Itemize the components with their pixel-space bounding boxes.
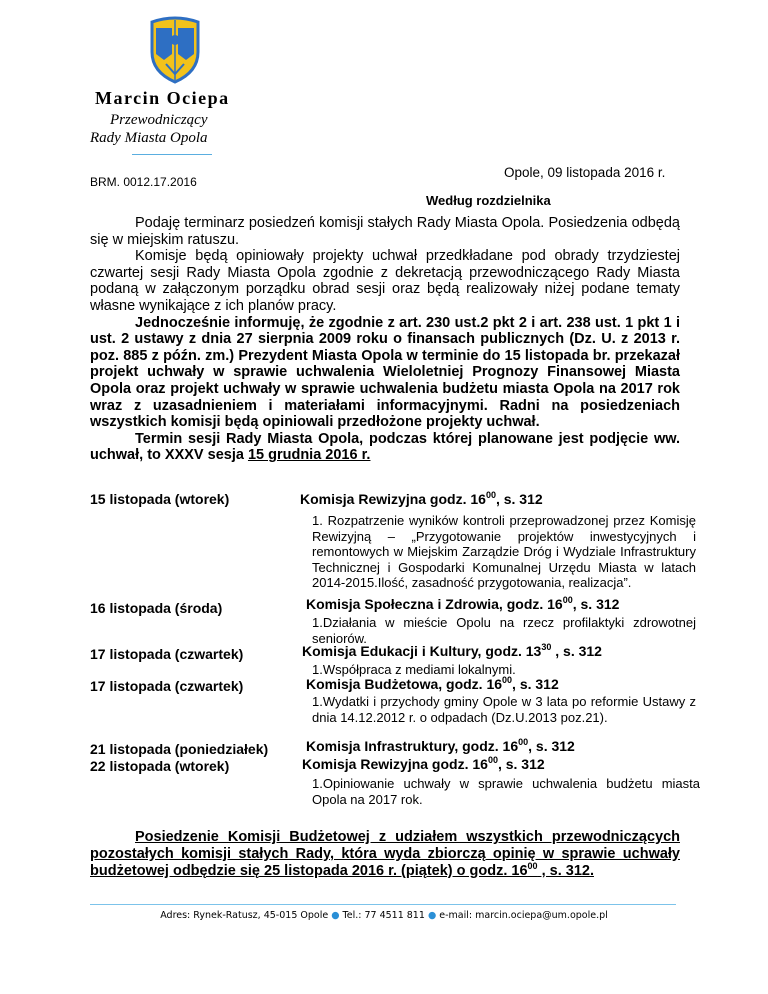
- schedule-committee: [302, 643, 602, 659]
- paragraph-2: Komisje będą opiniowały projekty uchwał przedkładane pod obrady trzydziestej czwartej sesji Rady Miasta Opola zgodnie z dekretacją przewodniczącego Rady Miasta podaną w załączonym porządku obrad sesji oraz będą realizowały niżej podane tematy własne wynikające z ich planów pracy.: [90, 248, 680, 314]
- footer-email: e-mail: marcin.ociepa@um.opole.pl: [439, 910, 608, 921]
- opole-coat-of-arms: [144, 14, 206, 84]
- time-minutes: 00: [518, 737, 529, 747]
- room: , s. 312: [551, 643, 602, 659]
- bullet-icon: ●: [331, 910, 340, 921]
- schedule-description: 1.Współpraca z mediami lokalnymi.: [312, 662, 516, 677]
- room: , s. 312: [512, 676, 559, 692]
- session-date: 15 grudnia 2016 r.: [247, 447, 371, 464]
- letter-body: [90, 215, 680, 464]
- schedule-committee: [306, 596, 619, 612]
- time-minutes: 00: [485, 490, 496, 500]
- room: , s. 312: [495, 491, 543, 507]
- footer-phone: Tel.: 77 4511 811: [342, 910, 425, 921]
- schedule-date: 15 listopada (wtorek): [90, 491, 230, 507]
- footer: [0, 910, 768, 921]
- committee-name: Komisja Rewizyjna godz. 16: [300, 491, 486, 507]
- committee-name: Komisja Społeczna i Zdrowia, godz. 16: [306, 596, 563, 612]
- time-minutes: 00: [562, 595, 573, 605]
- final-announcement: [90, 829, 680, 879]
- room: , s. 312: [528, 738, 575, 754]
- footer-divider: [90, 904, 676, 905]
- sender-role: Przewodniczący: [110, 112, 208, 128]
- final-text: Posiedzenie Komisji Budżetowej z udziałem wszystkich przewodniczących pozostałych komisji stałych Rady, która wyda zbiorczą opinię w sprawie uchwały budżetowej odbędzie się 25 listopada 2016 r. (piątek) o godz. 16: [90, 829, 680, 879]
- committee-name: Komisja Budżetowa, godz. 16: [306, 676, 503, 692]
- schedule-description: 1.Działania w mieście Opolu na rzecz profilaktyki zdrowotnej seniorów.: [312, 615, 696, 646]
- schedule-committee: [302, 756, 545, 772]
- schedule-committee: [300, 491, 543, 507]
- distribution-note: Według rozdzielnika: [426, 193, 551, 208]
- bullet-icon: ●: [427, 910, 437, 921]
- place-date: Opole, 09 listopada 2016 r.: [504, 165, 666, 180]
- header-divider: [132, 154, 212, 155]
- time-minutes: 00: [502, 675, 513, 685]
- final-room: , s. 312.: [537, 862, 594, 879]
- reference-number: BRM. 0012.17.2016: [90, 175, 197, 189]
- schedule-committee: [306, 738, 575, 754]
- schedule-description: 1.Wydatki i przychody gminy Opole w 3 lata po reformie Ustawy z dnia 14.12.2012 r. o odpadach (Dz.U.2013 poz.21).: [312, 694, 696, 725]
- schedule-date: 16 listopada (środa): [90, 600, 223, 616]
- schedule-date: 17 listopada (czwartek): [90, 678, 244, 694]
- time-minutes: 00: [487, 755, 498, 765]
- schedule-description: 1. Rozpatrzenie wyników kontroli przeprowadzonej przez Komisję Rewizyjną – „Przygotowanie projektów inwestycyjnych i remontowych w Miejskim Zarządzie Dróg i Wydziale Infrastruktury Technicznej i Gospodarki Komunalnej Urzędu Miasta w latach 2014-2015.Ilość, zasadność przygotowania, realizacja”.: [312, 513, 696, 591]
- committee-name: Komisja Rewizyjna godz. 16: [302, 756, 488, 772]
- paragraph-4: [90, 431, 680, 464]
- schedule-date: 17 listopada (czwartek): [90, 646, 244, 662]
- sender-name: Marcin Ociepa: [95, 88, 230, 108]
- room: , s. 312: [497, 756, 545, 772]
- room: , s. 312: [572, 596, 620, 612]
- paragraph-3: Jednocześnie informuję, że zgodnie z art. 230 ust.2 pkt 2 i art. 238 ust. 1 pkt 1 i ust. 2 ustawy z dnia 27 sierpnia 2009 roku o finansach publicznych (Dz. U. z 2013 r. poz. 885 z późn. zm.) Prezydent Miasta Opola w terminie do 15 listopada br. przekazał projekt uchwały w sprawie uchwalenia Wieloletniej Prognozy Finansowej Miasta Opola oraz projekt uchwały w sprawie uchwalenia budżetu miasta Opola na 2017 rok wraz z uzasadnieniem i materiałami informacyjnymi. Radni na posiedzeniach wszystkich komisji będą opiniowali przedłożone projekty uchwał.: [90, 314, 680, 431]
- sender-institution: Rady Miasta Opola: [90, 130, 208, 146]
- schedule-description: 1.Opiniowanie uchwały w sprawie uchwalenia budżetu miasta Opola na 2017 rok.: [312, 776, 700, 807]
- paragraph-1: Podaję terminarz posiedzeń komisji stałych Rady Miasta Opola. Posiedzenia odbędą się w miejskim ratuszu.: [90, 215, 680, 248]
- footer-address: Adres: Rynek-Ratusz, 45-015 Opole: [160, 910, 329, 921]
- committee-name: Komisja Edukacji i Kultury, godz. 13: [302, 643, 542, 659]
- session-text: Termin sesji Rady Miasta Opola, podczas której planowane jest podjęcie ww. uchwał, to XXXV sesja: [90, 430, 680, 464]
- time-minutes: 30: [541, 642, 552, 652]
- schedule-committee: [306, 676, 559, 692]
- schedule-date: 21 listopada (poniedziałek): [90, 741, 269, 757]
- final-time-minutes: 00: [527, 860, 538, 871]
- committee-name: Komisja Infrastruktury, godz. 16: [306, 738, 519, 754]
- schedule-date: 22 listopada (wtorek): [90, 758, 230, 774]
